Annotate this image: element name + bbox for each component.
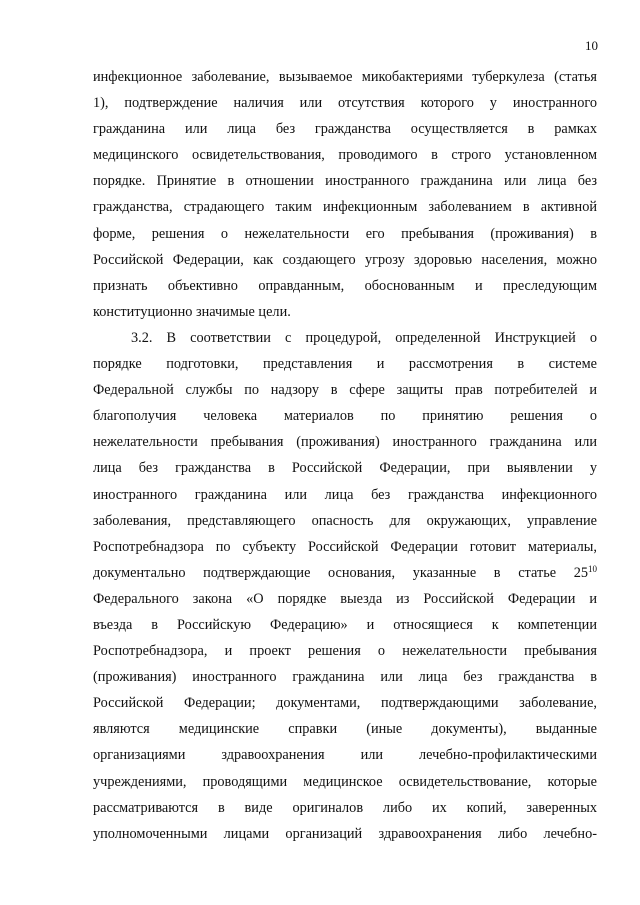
text-line: являются медицинские справки (иные документы), выданные — [93, 721, 597, 738]
text-line-with-footnote — [93, 560, 597, 586]
text-line: Российской Федерации; документами, подтверждающими заболевание, — [93, 695, 597, 712]
text-line: Российской Федерации, как создающего угрозу здоровью населения, можно — [93, 251, 597, 268]
paragraph-1 — [93, 64, 597, 325]
text-line: Федерального закона «О порядке выезда из Российской Федерации и — [93, 590, 597, 607]
text-line: порядке подготовки, представления и рассмотрения в системе — [93, 356, 597, 373]
text-line: Федеральной службы по надзору в сфере защиты прав потребителей и — [93, 382, 597, 399]
footnote-superscript: 10 — [588, 563, 597, 574]
text-line: форме, решения о нежелательности его пребывания (проживания) в — [93, 225, 597, 242]
text-line: уполномоченными лицами организаций здравоохранения либо лечебно- — [93, 825, 597, 842]
text-line: лица без гражданства в Российской Федерации, при выявлении у — [93, 460, 597, 477]
page-number: 10 — [585, 38, 598, 53]
text-line: заболевания, представляющего опасность для окружающих, управление — [93, 512, 597, 529]
text-line: рассматриваются в виде оригиналов либо их копий, заверенных — [93, 799, 597, 816]
text-line: (проживания) иностранного гражданина или лица без гражданства в — [93, 669, 597, 686]
text-line: иностранного гражданина или лица без гражданства инфекционного — [93, 486, 597, 503]
text-line: гражданства, страдающего таким инфекционным заболеванием в активной — [93, 199, 597, 216]
text-line: 3.2. В соответствии с процедурой, определенной Инструкцией о — [131, 329, 597, 346]
text-line: признать объективно оправданным, обоснованным и преследующим — [93, 277, 597, 294]
text-line: учреждениями, проводящими медицинское освидетельствование, которые — [93, 773, 597, 790]
text-line: благополучия человека материалов по принятию решения о — [93, 408, 597, 425]
text-line: организациями здравоохранения или лечебно-профилактическими — [93, 747, 597, 764]
text-line: нежелательности пребывания (проживания) иностранного гражданина или — [93, 434, 597, 451]
text-line: порядке. Принятие в отношении иностранного гражданина или лица без — [93, 173, 597, 190]
text-line: въезда в Российскую Федерацию» и относящиеся к компетенции — [93, 616, 597, 633]
text-line: инфекционное заболевание, вызываемое микобактериями туберкулеза (статья — [93, 69, 597, 85]
document-body — [93, 64, 597, 847]
text-line: Роспотребнадзора по субъекту Российской Федерации готовит материалы, — [93, 538, 597, 555]
text-line: 1), подтверждение наличия или отсутствия которого у иностранного — [93, 95, 597, 112]
paragraph-2 — [93, 325, 597, 847]
text-line: конституционно значимые цели. — [93, 303, 291, 320]
text-line: гражданина или лица без гражданства осуществляется в рамках — [93, 121, 597, 138]
line-text: документально подтверждающие основания, указанные в статье 25 — [93, 564, 588, 581]
text-line: медицинского освидетельствования, проводимого в строго установленном — [93, 147, 597, 164]
text-line: Роспотребнадзора, и проект решения о нежелательности пребывания — [93, 643, 597, 660]
